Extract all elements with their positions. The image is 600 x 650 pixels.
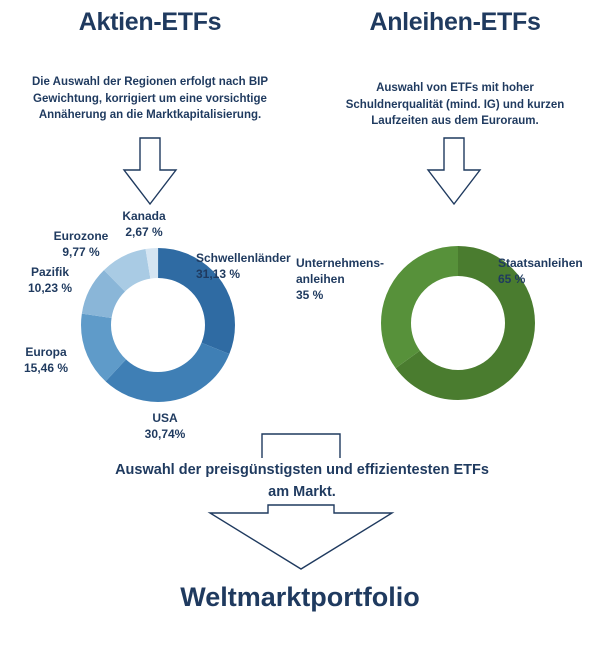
equity-label-eurozone: Eurozone 9,77 %	[53, 229, 109, 260]
bonds-label-staatsanleihen: Staatsanleihen 65 %	[498, 256, 583, 287]
equity-note: Die Auswahl der Regionen erfolgt nach BIP Gewichtung, korrigiert um eine vorsichtige Annäherung an die Marktkapitalisierung.	[32, 76, 268, 122]
bonds-column-title: Anleihen-ETFs	[369, 8, 541, 36]
equity-label-kanada: Kanada 2,67 %	[122, 209, 166, 240]
bonds-label-unternehmensanleihen: Unternehmens-anleihen 35 %	[296, 256, 385, 303]
final-title: Weltmarktportfolio	[180, 582, 420, 612]
equity-label-schwellenlaender: Schwellenländer 31,13 %	[196, 251, 291, 282]
final-arrow-icon	[206, 505, 396, 573]
bottom-note: Auswahl der preisgünstigsten und effizientesten ETFs am Markt.	[115, 462, 489, 500]
equity-arrow-icon	[116, 138, 184, 208]
equity-column-title: Aktien-ETFs	[78, 8, 222, 36]
equity-label-pazifik: Pazifik 10,23 %	[27, 265, 73, 296]
bonds-arrow-icon	[420, 138, 488, 208]
bottom-connector-arrow-icon	[256, 432, 346, 460]
equity-label-usa: USA 30,74%	[144, 411, 186, 442]
bonds-note: Auswahl von ETFs mit hoher Schuldnerqualität (mind. IG) und kurzen Laufzeiten aus dem Euroraum.	[345, 82, 565, 128]
equity-label-europa: Europa 15,46 %	[23, 345, 69, 376]
